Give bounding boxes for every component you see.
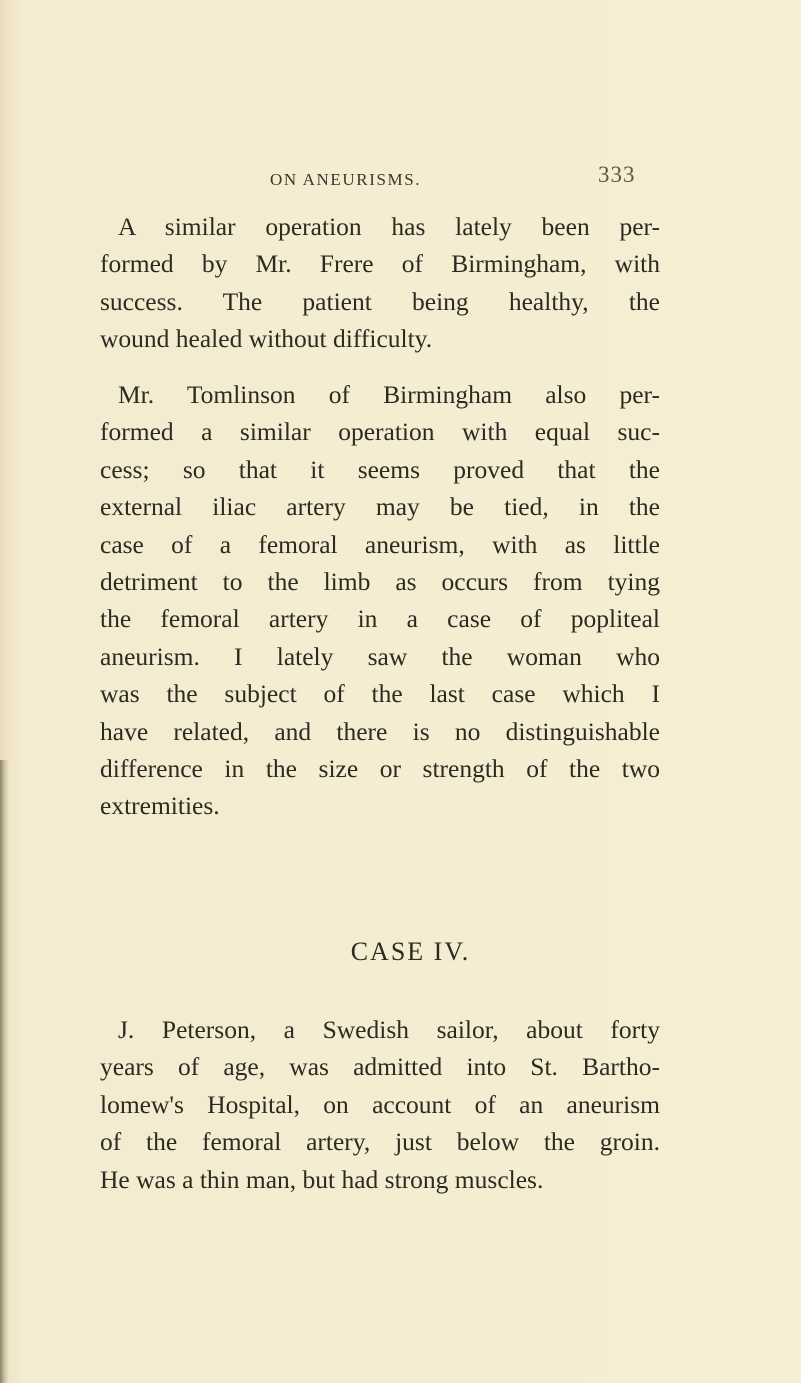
text-line: was the subject of the last case which I xyxy=(100,679,660,709)
page-number: 333 xyxy=(598,162,636,187)
text-line: have related, and there is no distinguishable xyxy=(100,716,660,746)
text-line: J. Peterson, a Swedish sailor, about forty xyxy=(118,1015,660,1044)
case-heading: CASE IV. xyxy=(350,937,471,966)
text-line: external iliac artery may be tied, in the xyxy=(100,492,660,522)
text-line: formed a similar operation with equal suc- xyxy=(100,417,660,447)
text-line: A similar operation has lately been per- xyxy=(118,212,660,241)
text-line: success. The patient being healthy, the xyxy=(100,286,660,316)
text-line: difference in the size or strength of the two xyxy=(100,754,660,784)
text-line: extremities. xyxy=(100,791,220,821)
text-line: lomew's Hospital, on account of an aneurism xyxy=(100,1089,660,1119)
text-line: years of age, was admitted into St. Bartho- xyxy=(100,1052,660,1082)
paragraph-similar-operation xyxy=(100,208,660,358)
paragraph-tomlinson xyxy=(100,376,660,825)
text-line: He was a thin man, but had strong muscles. xyxy=(100,1164,544,1194)
text-line: the femoral artery in a case of popliteal xyxy=(100,604,660,634)
paragraph-peterson xyxy=(100,1011,660,1198)
running-head: ON ANEURISMS. xyxy=(270,170,422,189)
text-line: aneurism. I lately saw the woman who xyxy=(100,641,660,671)
text-line: detriment to the limb as occurs from tying xyxy=(100,567,660,597)
text-line: wound healed without difficulty. xyxy=(100,324,433,354)
text-line: of the femoral artery, just below the groin. xyxy=(100,1127,660,1157)
text-line: case of a femoral aneurism, with as little xyxy=(100,529,660,559)
text-line: Mr. Tomlinson of Birmingham also per- xyxy=(118,380,660,409)
text-line: cess; so that it seems proved that the xyxy=(100,454,660,484)
text-line: formed by Mr. Frere of Birmingham, with xyxy=(100,249,660,279)
page-gutter-shadow xyxy=(0,760,9,1383)
